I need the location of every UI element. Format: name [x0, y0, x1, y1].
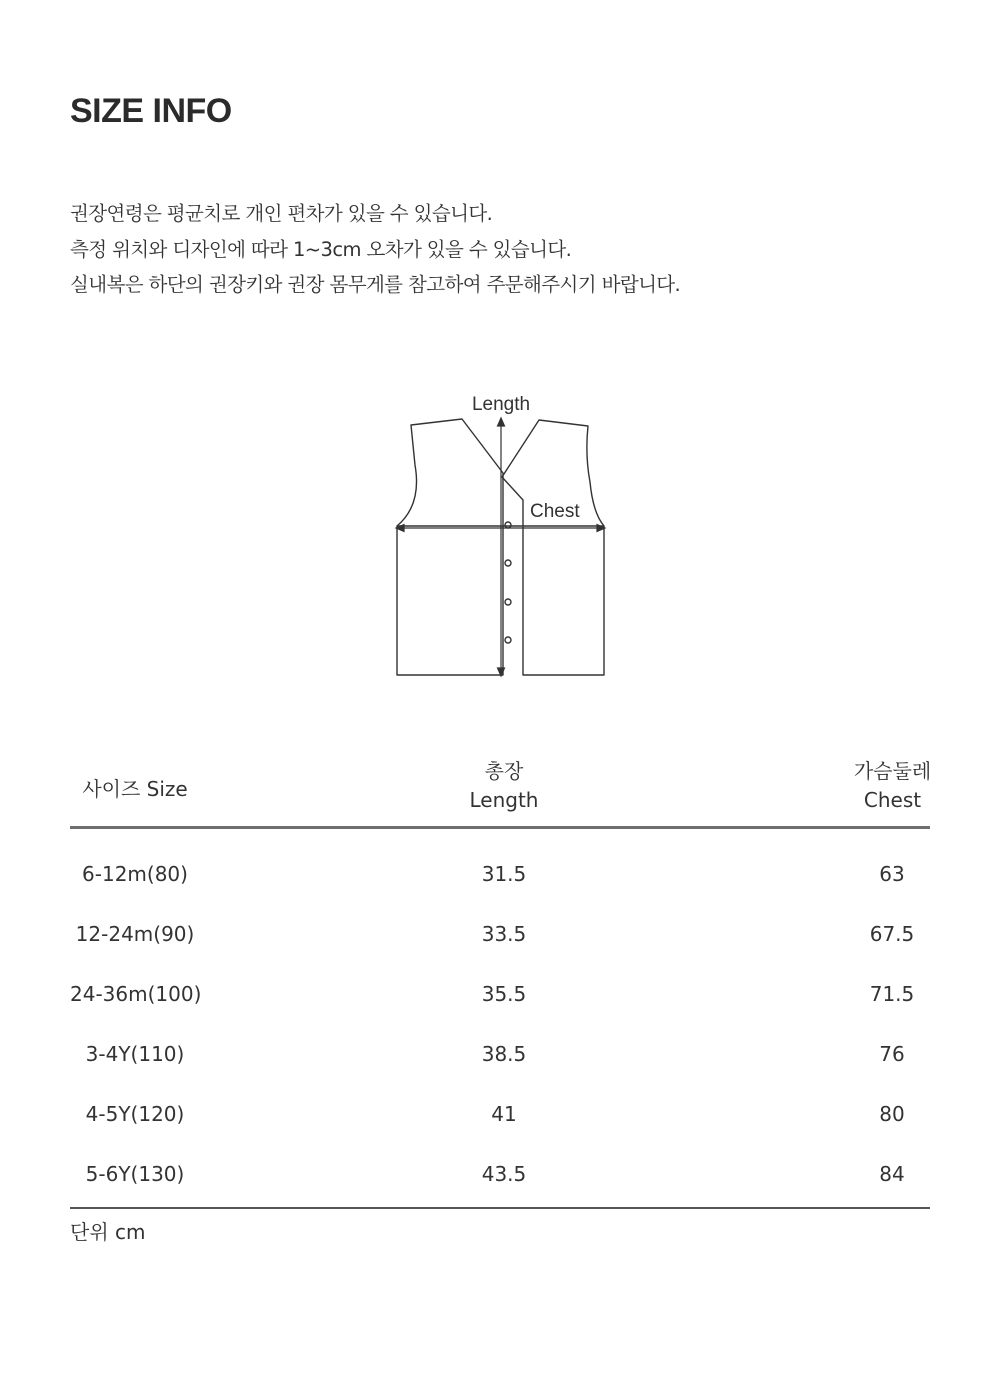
cell-chest: 71.5 [869, 982, 915, 1006]
table-row [70, 1024, 930, 1084]
cell-size: 24-36m(100) [70, 982, 202, 1006]
vest-outline-svg [380, 385, 620, 685]
table-row [70, 1084, 930, 1144]
header-chest-ko: 가슴둘레 [853, 759, 932, 783]
cell-length: 35.5 [481, 982, 527, 1006]
cell-length: 41 [491, 1102, 517, 1126]
table-row [70, 1144, 930, 1204]
cell-size: 12-24m(90) [75, 922, 195, 946]
table-row [70, 904, 930, 964]
size-table-body [70, 829, 930, 1204]
cell-length: 33.5 [481, 922, 527, 946]
header-length [404, 757, 604, 815]
cell-length: 38.5 [481, 1042, 527, 1066]
length-label: Length [471, 394, 531, 415]
length-arrow-head-top [498, 418, 505, 426]
note-line-measurement: 측정 위치와 디자인에 따라 1~3cm 오차가 있을 수 있습니다. [70, 237, 572, 261]
header-chest-en: Chest [863, 788, 922, 812]
header-length-ko: 총장 [484, 759, 524, 783]
note-line-order-guide: 실내복은 하단의 권장키와 권장 몸무게를 참고하여 주문해주시기 바랍니다. [70, 273, 681, 296]
cell-size: 5-6Y(130) [85, 1162, 185, 1186]
chest-label: Chest [530, 501, 580, 522]
table-row [70, 964, 930, 1024]
header-chest [810, 757, 975, 815]
cell-chest: 80 [879, 1102, 905, 1126]
vest-diagram [380, 385, 620, 685]
cell-size: 4-5Y(120) [85, 1102, 185, 1126]
vest-button [505, 560, 511, 566]
vest-button [505, 599, 511, 605]
vest-left-panel [397, 419, 503, 675]
size-table [70, 755, 932, 1186]
cell-chest: 76 [879, 1042, 905, 1066]
note-line-age: 권장연령은 평균치로 개인 편차가 있을 수 있습니다. [70, 202, 493, 225]
vest-button [505, 522, 511, 528]
header-length-en: Length [469, 788, 539, 812]
cell-size: 3-4Y(110) [85, 1042, 185, 1066]
unit-label: 단위 cm [70, 1220, 146, 1244]
cell-size: 6-12m(80) [82, 862, 188, 886]
table-row [70, 844, 930, 904]
size-notes [70, 196, 680, 303]
cell-chest: 84 [879, 1162, 905, 1186]
vest-button [505, 637, 511, 643]
table-bottom-divider [70, 1207, 930, 1209]
cell-length: 43.5 [481, 1162, 527, 1186]
size-table-header [70, 755, 930, 827]
vest-right-panel [502, 420, 604, 675]
cell-chest: 63 [879, 862, 905, 886]
cell-length: 31.5 [481, 862, 527, 886]
page-title: SIZE INFO [70, 92, 232, 130]
cell-chest: 67.5 [869, 922, 915, 946]
header-size: 사이즈 Size [82, 777, 188, 801]
